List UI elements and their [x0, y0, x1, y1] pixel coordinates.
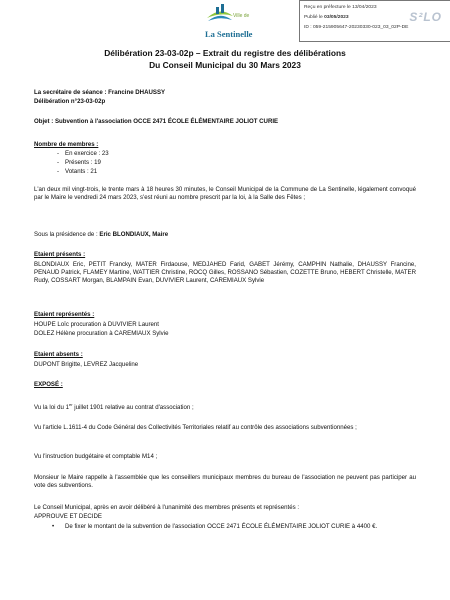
document-title-line2: Du Conseil Municipal du 30 Mars 2023 [149, 60, 301, 70]
presidency-label: Sous la présidence de : [34, 231, 100, 238]
intro-paragraph: L'an deux mil vingt-trois, le trente mars à 18 heures 30 minutes, le Conseil Municipal de la Commune de La Sentinelle, légalement convoqué par le Maire le vendredi 24 mars 2023, s'est réuni au nombre prescrit par la loi, à la Salle des Fêtes ; [34, 186, 416, 202]
logo-ville-text: Ville de [233, 13, 250, 19]
expose-heading: EXPOSÉ : [34, 381, 63, 388]
presidency-name: Eric BLONDIAUX, Maire [99, 231, 169, 238]
expose-m14: Vu l'instruction budgétaire et comptable M14 ; [34, 453, 158, 460]
represented-heading: Etaient représentés : [34, 311, 95, 318]
document-title-line1: Délibération 23-03-02p – Extrait du registre des délibérations [104, 48, 346, 58]
represented-item-1: HOUPE Loïc procuration à DUVIVIER Laurent [34, 321, 159, 328]
presidency-line [34, 231, 168, 239]
members-in-office: - En exercice : 23 [57, 150, 109, 157]
expose-cgct-article: Vu l'article L.1611-4 du Code Général des Collectivités Territoriales relatif au contrôle des associations subventionnées ; [34, 424, 357, 431]
absent-heading: Etaient absents : [34, 351, 83, 358]
logo-town-name: La Sentinelle [205, 29, 253, 39]
prefecture-stamp [299, 0, 450, 42]
expose-law-1901: Vu la loi du 1er juillet 1901 relative au contrat d'association ; [34, 402, 194, 412]
represented-item-2: DOLEZ Hélène procuration à CAREMIAUX Sylvie [34, 330, 169, 337]
slo-mark: S²LO [409, 10, 442, 24]
council-decision-intro: Le Conseil Municipal, après en avoir délibéré à l'unanimité des membres présents et représentés : [34, 504, 300, 511]
stamp-received-line: Reçu en préfecture le 13/04/2023 [304, 5, 377, 10]
stamp-published-line [304, 15, 349, 21]
secretary-line: La secrétaire de séance : Francine DHAUSSY [34, 89, 166, 96]
logo-emblem-icon [205, 2, 235, 24]
decision-text: De fixer le montant de la subvention de l'association OCCE 2471 ÉCOLE ÉLÉMENTAIRE JOLIOT CURIE à 4400 €. [65, 523, 378, 530]
members-heading: Nombre de membres : [34, 141, 99, 148]
members-present: - Présents : 19 [57, 159, 101, 166]
subject-line: Objet : Subvention à l'association OCCE 2471 ÉCOLE ÉLÉMENTAIRE JOLIOT CURIE [34, 118, 279, 125]
bullet-dot: • [52, 523, 55, 530]
town-logo [205, 2, 265, 44]
present-members-list: BLONDIAUX Eric, PETIT Francky, MATER Firdaouse, MEDJAHED Farid, GABET Jérémy, CAMPHIN Nathalie, DHAUSSY Francine, PENAUD Patrick, FLAMEY Martine, WATTIER Christine, ROCQ Gilles, ROSSANO Sébastien, COZETTE Bruno, HEBERT Christelle, MATER Rudy, COSSART Morgan, BLAMPAIN Evan, DUVIVIER Laurent, CAREMIAUX Sylvie [34, 261, 416, 285]
stamp-published-label: Publié le [304, 15, 325, 20]
expose-mayor-reminder: Monsieur le Maire rappelle à l'assemblée que les conseillers municipaux membres du bureau de l'association ne peuvent pas participer au vote des subventions. [34, 474, 416, 490]
present-heading: Etaient présents : [34, 251, 86, 258]
deliberation-number: Délibération n°23-03-02p [34, 98, 106, 105]
members-voting: - Votants : 21 [57, 168, 98, 175]
absent-members: DUPONT Brigitte, LEVREZ Jacqueline [34, 361, 139, 368]
stamp-id-line: ID : 059-215905647-20230330-023_03_02P-DE [304, 25, 409, 30]
stamp-published-date: 03/05/2023 [324, 15, 349, 20]
approve-decide: APPROUVE ET DECIDE [34, 513, 102, 520]
